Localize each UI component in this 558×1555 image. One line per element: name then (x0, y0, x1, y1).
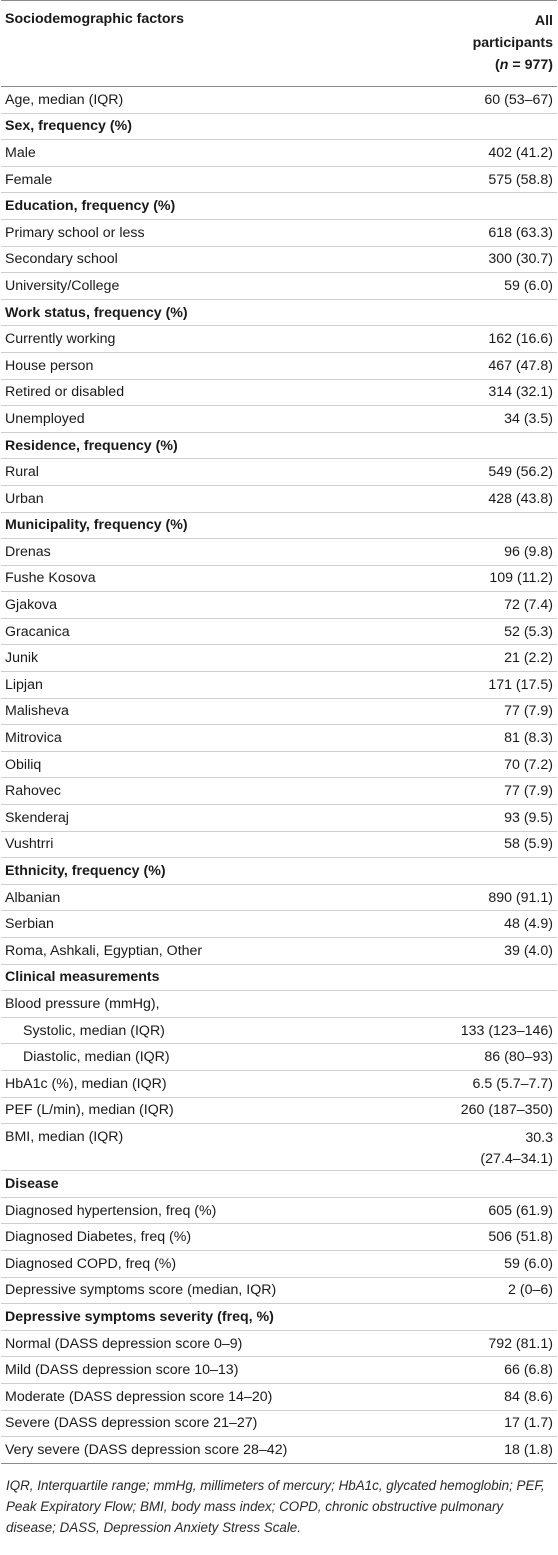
row-value: 890 (91.1) (393, 884, 557, 911)
table-row (1, 751, 557, 778)
table-row (1, 1357, 557, 1384)
table-row (1, 485, 557, 512)
row-value: 39 (4.0) (393, 938, 557, 965)
section-heading: Residence, frequency (%) (1, 432, 393, 459)
row-label: Lipjan (1, 672, 393, 699)
row-label: BMI, median (IQR) (1, 1124, 393, 1171)
table-row (1, 592, 557, 619)
row-value: 2 (0–6) (393, 1277, 557, 1304)
table-row (1, 805, 557, 832)
row-value: 300 (30.7) (393, 246, 557, 273)
header-factors: Sociodemographic factors (1, 1, 393, 87)
table-row (1, 672, 557, 699)
header-all-participants (393, 1, 557, 87)
row-label: Gjakova (1, 592, 393, 619)
section-row (1, 193, 557, 220)
section-heading: Education, frequency (%) (1, 193, 393, 220)
row-value: 72 (7.4) (393, 592, 557, 619)
row-value: 618 (63.3) (393, 219, 557, 246)
section-row (1, 858, 557, 885)
row-label: Skenderaj (1, 805, 393, 832)
row-value: 402 (41.2) (393, 140, 557, 167)
header-n (495, 57, 553, 73)
table-row (1, 1070, 557, 1097)
row-value (393, 1304, 557, 1331)
row-label: PEF (L/min), median (IQR) (1, 1097, 393, 1124)
row-label: Age, median (IQR) (1, 87, 393, 114)
row-value: 52 (5.3) (393, 618, 557, 645)
row-label: Mitrovica (1, 725, 393, 752)
row-value (393, 432, 557, 459)
table-row (1, 698, 557, 725)
header-participants: participants (472, 35, 553, 51)
row-value: 575 (58.8) (393, 166, 557, 193)
row-value: 467 (47.8) (393, 352, 557, 379)
row-label: Vushtrri (1, 831, 393, 858)
row-value: 86 (80–93) (393, 1044, 557, 1071)
row-value: 59 (6.0) (393, 273, 557, 300)
row-value (393, 512, 557, 539)
table-row (1, 406, 557, 433)
table-row (1, 618, 557, 645)
table-row (1, 991, 557, 1018)
section-row (1, 964, 557, 991)
section-row (1, 512, 557, 539)
row-label: Retired or disabled (1, 379, 393, 406)
row-value: 48 (4.9) (393, 911, 557, 938)
row-label: HbA1c (%), median (IQR) (1, 1070, 393, 1097)
row-label: Obiliq (1, 751, 393, 778)
row-value: 96 (9.8) (393, 539, 557, 566)
table-row (1, 911, 557, 938)
row-value: 59 (6.0) (393, 1250, 557, 1277)
header-n-symbol: n (499, 57, 509, 73)
bmi-iqr: (27.4–34.1) (480, 1151, 553, 1168)
table-row (1, 539, 557, 566)
row-label: Moderate (DASS depression score 14–20) (1, 1383, 393, 1410)
row-label: Diagnosed Diabetes, freq (%) (1, 1224, 393, 1251)
row-value: 81 (8.3) (393, 725, 557, 752)
row-label: Malisheva (1, 698, 393, 725)
section-heading: Sex, frequency (%) (1, 113, 393, 140)
row-value: 549 (56.2) (393, 459, 557, 486)
row-value: 605 (61.9) (393, 1197, 557, 1224)
section-heading: Depressive symptoms severity (freq, %) (1, 1304, 393, 1331)
row-label: Drenas (1, 539, 393, 566)
table-row (1, 1383, 557, 1410)
row-value: 70 (7.2) (393, 751, 557, 778)
row-label: Gracanica (1, 618, 393, 645)
row-label: Mild (DASS depression score 10–13) (1, 1357, 393, 1384)
row-label: House person (1, 352, 393, 379)
table-footnote: IQR, Interquartile range; mmHg, millimeters of mercury; HbA1c, glycated hemoglobin; PEF, Peak Expiratory Flow; BMI, body mass index; COPD, chronic obstructive pulmonary disease; DASS, Depression Anxiety Stress Scale. (6, 1477, 545, 1535)
row-label: Diagnosed hypertension, freq (%) (1, 1197, 393, 1224)
section-row (1, 299, 557, 326)
row-label: Serbian (1, 911, 393, 938)
row-value: 34 (3.5) (393, 406, 557, 433)
section-heading: Work status, frequency (%) (1, 299, 393, 326)
row-label: Rural (1, 459, 393, 486)
row-value: 60 (53–67) (393, 87, 557, 114)
row-label: Roma, Ashkali, Egyptian, Other (1, 938, 393, 965)
table-row (1, 166, 557, 193)
row-value: 109 (11.2) (393, 565, 557, 592)
table-row (1, 326, 557, 353)
section-row (1, 113, 557, 140)
table-row (1, 140, 557, 167)
table-row (1, 379, 557, 406)
row-label: Primary school or less (1, 219, 393, 246)
table-row (1, 459, 557, 486)
section-heading: Ethnicity, frequency (%) (1, 858, 393, 885)
row-label: Systolic, median (IQR) (1, 1017, 393, 1044)
row-label: Fushe Kosova (1, 565, 393, 592)
row-label: Rahovec (1, 778, 393, 805)
table-row (1, 1437, 557, 1464)
row-value: 133 (123–146) (393, 1017, 557, 1044)
row-value: 77 (7.9) (393, 778, 557, 805)
table-row (1, 1224, 557, 1251)
table-row (1, 219, 557, 246)
row-label: Very severe (DASS depression score 28–42) (1, 1437, 393, 1464)
section-row (1, 432, 557, 459)
table-row (1, 1017, 557, 1044)
row-label: Blood pressure (mmHg), (1, 991, 393, 1018)
header-n-prefix: ( (495, 57, 500, 73)
row-value: 314 (32.1) (393, 379, 557, 406)
section-row (1, 1171, 557, 1198)
row-value (393, 1124, 557, 1171)
table-row (1, 1097, 557, 1124)
row-value (393, 193, 557, 220)
table-row (1, 273, 557, 300)
row-value: 21 (2.2) (393, 645, 557, 672)
section-heading: Disease (1, 1171, 393, 1198)
row-label: Depressive symptoms score (median, IQR) (1, 1277, 393, 1304)
row-value: 428 (43.8) (393, 485, 557, 512)
row-label: Male (1, 140, 393, 167)
row-label: Normal (DASS depression score 0–9) (1, 1330, 393, 1357)
row-label: Currently working (1, 326, 393, 353)
header-n-suffix: = 977) (508, 57, 553, 73)
row-label: Albanian (1, 884, 393, 911)
table-row (1, 87, 557, 114)
table-row (1, 884, 557, 911)
row-value (393, 1171, 557, 1198)
row-value: 6.5 (5.7–7.7) (393, 1070, 557, 1097)
table-row (1, 246, 557, 273)
row-value: 77 (7.9) (393, 698, 557, 725)
row-value (393, 991, 557, 1018)
section-heading: Municipality, frequency (%) (1, 512, 393, 539)
table-row (1, 1197, 557, 1224)
table-row (1, 1250, 557, 1277)
table-row (1, 1410, 557, 1437)
row-label: Severe (DASS depression score 21–27) (1, 1410, 393, 1437)
table-row (1, 725, 557, 752)
row-label: University/College (1, 273, 393, 300)
section-row (1, 1304, 557, 1331)
row-value (393, 858, 557, 885)
row-value: 792 (81.1) (393, 1330, 557, 1357)
row-value: 506 (51.8) (393, 1224, 557, 1251)
table-row (1, 778, 557, 805)
row-value (393, 113, 557, 140)
row-value: 260 (187–350) (393, 1097, 557, 1124)
bmi-median: 30.3 (525, 1130, 553, 1147)
table-header-row (1, 1, 557, 87)
row-value: 17 (1.7) (393, 1410, 557, 1437)
row-value: 162 (16.6) (393, 326, 557, 353)
row-label: Junik (1, 645, 393, 672)
row-value (393, 964, 557, 991)
row-label: Secondary school (1, 246, 393, 273)
row-value: 58 (5.9) (393, 831, 557, 858)
table-row (1, 1124, 557, 1171)
table-row (1, 938, 557, 965)
table-row (1, 831, 557, 858)
table-row (1, 1330, 557, 1357)
row-value (393, 299, 557, 326)
row-value: 18 (1.8) (393, 1437, 557, 1464)
row-label: Diagnosed COPD, freq (%) (1, 1250, 393, 1277)
table-row (1, 1277, 557, 1304)
table-row (1, 565, 557, 592)
row-value: 66 (6.8) (393, 1357, 557, 1384)
data-table (1, 0, 557, 1464)
row-value: 84 (8.6) (393, 1383, 557, 1410)
table-row (1, 645, 557, 672)
table-row (1, 352, 557, 379)
row-label: Female (1, 166, 393, 193)
row-value: 171 (17.5) (393, 672, 557, 699)
row-label: Unemployed (1, 406, 393, 433)
row-value: 93 (9.5) (393, 805, 557, 832)
table-row (1, 1044, 557, 1071)
row-label: Urban (1, 485, 393, 512)
section-heading: Clinical measurements (1, 964, 393, 991)
header-all: All (534, 13, 553, 29)
row-label: Diastolic, median (IQR) (1, 1044, 393, 1071)
